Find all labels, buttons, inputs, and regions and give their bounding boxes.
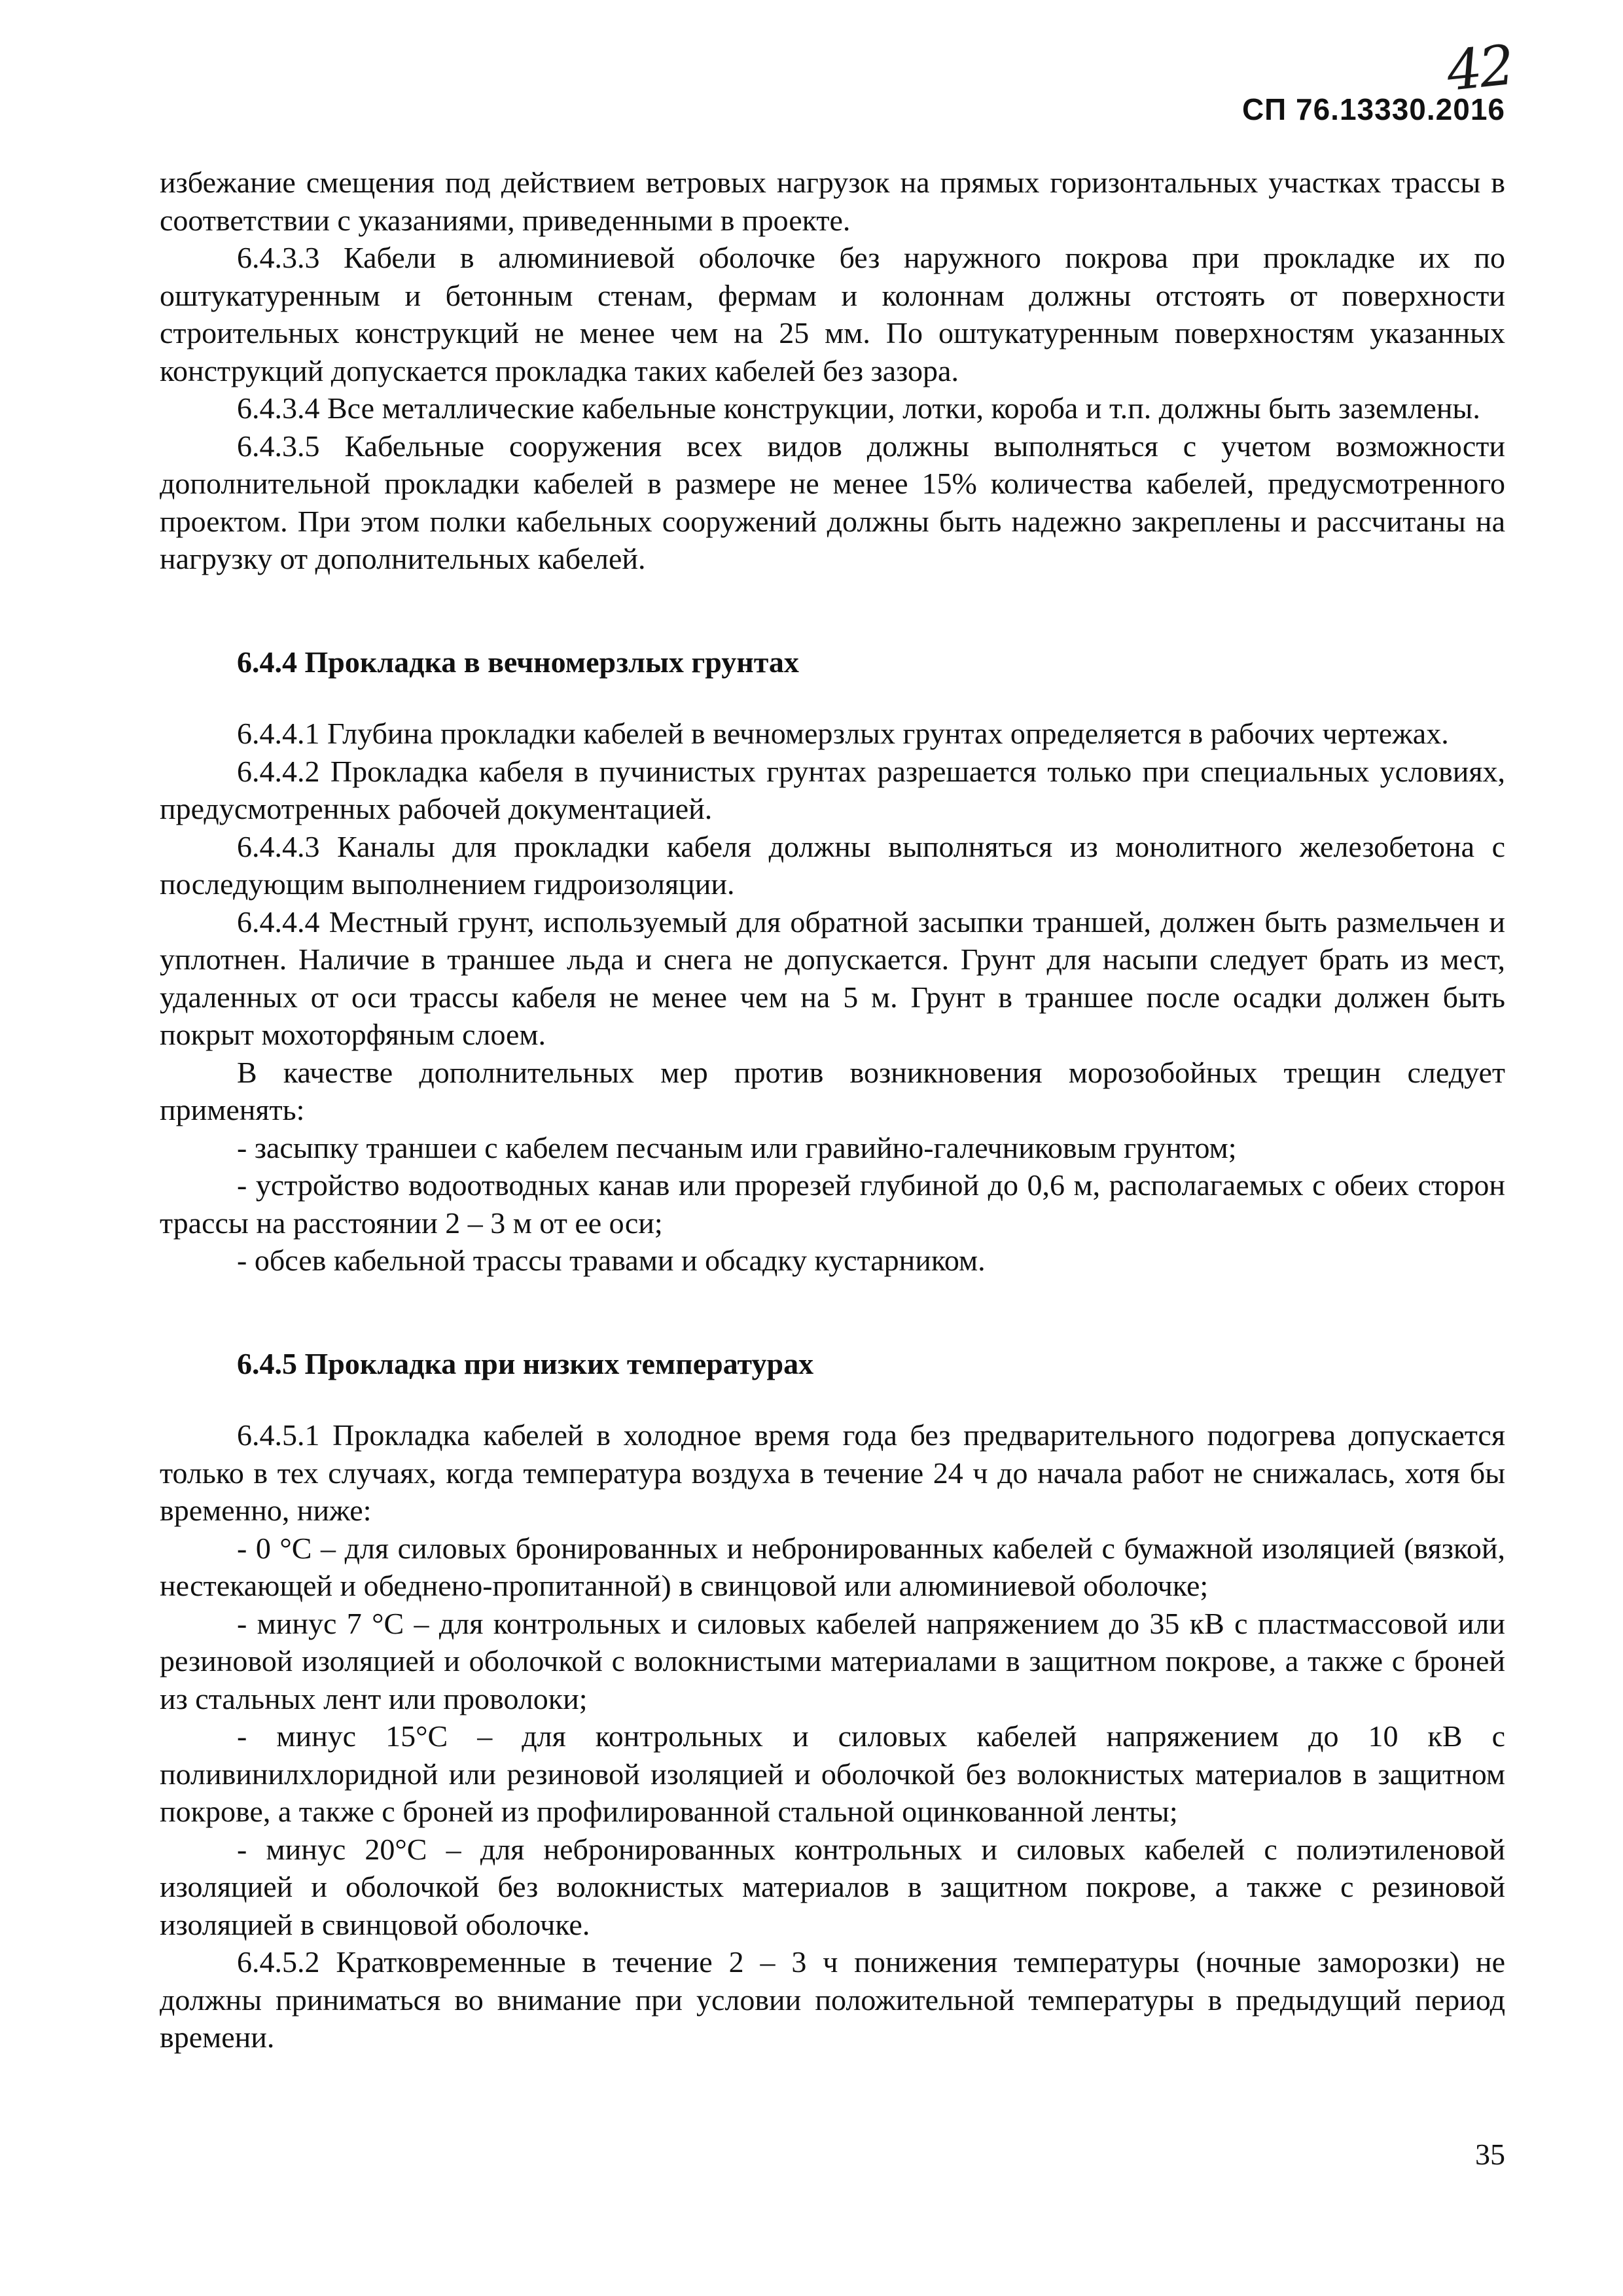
paragraph-6-4-5-1: 6.4.5.1 Прокладка кабелей в холодное время года без предварительного подогрева допускается только в тех случаях, когда температура воздуха в течение 24 ч до начала работ не снижалась, хотя бы временно, ниже:	[160, 1418, 1505, 1527]
section-heading-6-4-5: 6.4.5 Прокладка при низких температурах	[237, 1346, 814, 1380]
paragraph-6-4-4-4: 6.4.4.4 Местный грунт, используемый для обратной засыпки траншей, должен быть размельчен и уплотнен. Наличие в траншее льда и снега не допускается. Грунт для насыпи следует брать из мест, удаленных от оси трассы кабеля не менее чем на 5 м. Грунт в траншее после осадки должен быть покрыт мохоторфяным слоем.	[160, 905, 1505, 1051]
paragraph-continuation: избежание смещения под действием ветровых нагрузок на прямых горизонтальных участках трассы в соответствии с указаниями, приведенными в проекте.	[160, 166, 1505, 237]
list-item-temperature-minus-7: - минус 7 °С – для контрольных и силовых кабелей напряжением до 35 кВ с пластмассовой или резиновой изоляцией и оболочкой с волокнистыми материалами в защитном покрове, а также с броней из стальных лент или проволоки;	[160, 1606, 1505, 1715]
handwritten-sheet-number: 42	[1444, 33, 1515, 103]
list-item-temperature-minus-20: - минус 20°С – для небронированных контрольных и силовых кабелей с полиэтиленовой изоляцией и оболочкой без волокнистых материалов в защитном покрове, а также с резиновой изоляцией в свинцовой оболочке.	[160, 1832, 1505, 1941]
document-body	[160, 164, 1505, 2056]
paragraph-6-4-4-3: 6.4.4.3 Каналы для прокладки кабеля должны выполняться из монолитного железобетона с последующим выполнением гидроизоляции.	[160, 829, 1505, 901]
paragraph-6-4-4-2: 6.4.4.2 Прокладка кабеля в пучинистых грунтах разрешается только при специальных условиях, предусмотренных рабочей документацией.	[160, 754, 1505, 825]
paragraph-6-4-3-4: 6.4.3.4 Все металлические кабельные конструкции, лотки, короба и т.п. должны быть заземлены.	[237, 391, 1480, 425]
paragraph-6-4-3-3: 6.4.3.3 Кабели в алюминиевой оболочке без наружного покрова при прокладке их по оштукатуренным и бетонным стенам, фермам и колоннам должны отстоять от поверхности строительных конструкций не менее чем на 25 мм. По оштукатуренным поверхностям указанных конструкций допускается прокладка таких кабелей без зазора.	[160, 241, 1505, 387]
paragraph-additional-measures: В качестве дополнительных мер против возникновения морозобойных трещин следует применять:	[160, 1055, 1505, 1126]
paragraph-6-4-5-2: 6.4.5.2 Кратковременные в течение 2 – 3 ч понижения температуры (ночные заморозки) не должны приниматься во внимание при условии положительной температуры в предыдущий период времени.	[160, 1945, 1505, 2054]
list-item-temperature-0: - 0 °С – для силовых бронированных и небронированных кабелей с бумажной изоляцией (вязкой, нестекающей и обеднено-пропитанной) в свинцовой или алюминиевой оболочке;	[160, 1531, 1505, 1602]
document-code: СП 76.13330.2016	[1241, 92, 1505, 126]
list-item-measure-3: - обсев кабельной трассы травами и обсадку кустарником.	[237, 1244, 986, 1277]
paragraph-6-4-3-5: 6.4.3.5 Кабельные сооружения всех видов должны выполняться с учетом возможности дополнительной прокладки кабелей в размере не менее 15% количества кабелей, предусмотренного проектом. При этом полки кабельных сооружений должны быть надежно закреплены и рассчитаны на нагрузку от дополнительных кабелей.	[160, 429, 1505, 575]
page-number: 35	[1475, 2138, 1505, 2171]
paragraph-6-4-4-1: 6.4.4.1 Глубина прокладки кабелей в вечномерзлых грунтах определяется в рабочих чертежах.	[237, 717, 1449, 750]
list-item-measure-1: - засыпку траншеи с кабелем песчаным или гравийно-галечниковым грунтом;	[237, 1130, 1237, 1164]
section-heading-6-4-4: 6.4.4 Прокладка в вечномерзлых грунтах	[237, 645, 799, 679]
list-item-measure-2: - устройство водоотводных канав или прорезей глубиной до 0,6 м, располагаемых с обеих сторон трассы на расстоянии 2 – 3 м от ее оси;	[160, 1168, 1505, 1240]
list-item-temperature-minus-15: - минус 15°С – для контрольных и силовых кабелей напряжением до 10 кВ с поливинилхлоридной или резиновой изоляцией и оболочкой без волокнистых материалов в защитном покрове, а также с броней из профилированной стальной оцинкованной ленты;	[160, 1719, 1505, 1828]
